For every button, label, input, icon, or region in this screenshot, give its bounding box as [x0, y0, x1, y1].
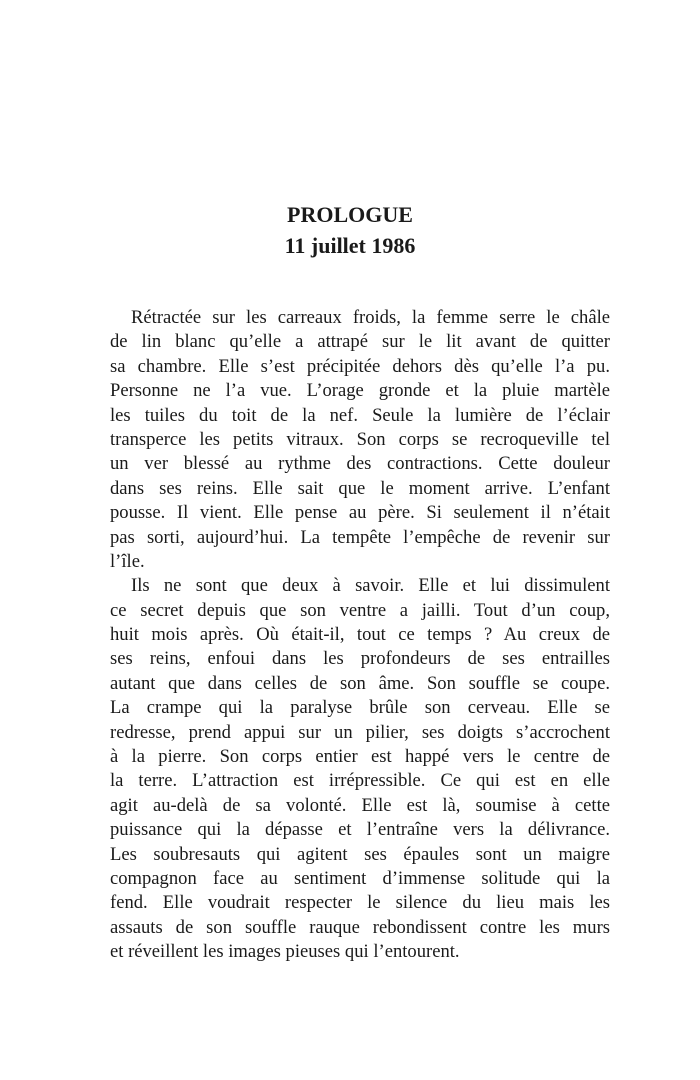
- text-line: compagnon face au sentiment d’immense solitude qui la: [110, 867, 610, 889]
- text-line: assauts de son souffle rauque rebondissent contre les murs: [110, 916, 610, 938]
- text-line: les tuiles du toit de la nef. Seule la lumière de l’éclair: [110, 404, 610, 426]
- text-line: huit mois après. Où était-il, tout ce temps ? Au creux de: [110, 624, 610, 646]
- text-line: redresse, prend appui sur un pilier, ses doigts s’accrochent: [110, 721, 610, 743]
- text-line: La crampe qui la paralyse brûle son cerveau. Elle se: [110, 697, 610, 719]
- paragraph: [110, 574, 610, 964]
- text-line: à la pierre. Son corps entier est happé vers le centre de: [110, 746, 610, 768]
- text-line: fend. Elle voudrait respecter le silence du lieu mais les: [110, 892, 610, 914]
- text-line: Personne ne l’a vue. L’orage gronde et la pluie martèle: [110, 380, 610, 402]
- text-line: agit au-delà de sa volonté. Elle est là, soumise à cette: [110, 794, 610, 816]
- text-line: pousse. Il vient. Elle pense au père. Si seulement il n’était: [110, 502, 610, 524]
- text-line: un ver blessé au rythme des contractions. Cette douleur: [110, 453, 610, 475]
- text-line: puissance qui la dépasse et l’entraîne vers la délivrance.: [110, 819, 610, 841]
- text-line: et réveillent les images pieuses qui l’entourent.: [110, 941, 460, 963]
- text-line: sa chambre. Elle s’est précipitée dehors dès qu’elle l’a pu.: [110, 355, 610, 377]
- paragraph: [110, 306, 610, 574]
- text-line: l’île.: [110, 550, 145, 572]
- text-line: Rétractée sur les carreaux froids, la femme serre le châle: [131, 307, 610, 328]
- text-line: dans ses reins. Elle sait que le moment arrive. L’enfant: [110, 477, 610, 499]
- body-text: [110, 306, 610, 965]
- text-line: Ils ne sont que deux à savoir. Elle et lui dissimulent: [131, 575, 610, 597]
- text-line: Les soubresauts qui agitent ses épaules sont un maigre: [110, 843, 610, 865]
- chapter-title: PROLOGUE: [287, 202, 413, 227]
- text-line: pas sorti, aujourd’hui. La tempête l’empêche de revenir sur: [110, 526, 610, 548]
- text-line: ses reins, enfoui dans les profondeurs de ses entrailles: [110, 648, 610, 670]
- text-line: de lin blanc qu’elle a attrapé sur le lit avant de quitter: [110, 331, 610, 353]
- chapter-date: 11 juillet 1986: [284, 233, 416, 258]
- text-line: la terre. L’attraction est irrépressible. Ce qui est en elle: [110, 770, 610, 792]
- text-line: transperce les petits vitraux. Son corps se recroqueville tel: [110, 428, 610, 450]
- text-line: ce secret depuis que son ventre a jailli. Tout d’un coup,: [110, 599, 610, 621]
- text-line: autant que dans celles de son âme. Son souffle se coupe.: [110, 672, 610, 694]
